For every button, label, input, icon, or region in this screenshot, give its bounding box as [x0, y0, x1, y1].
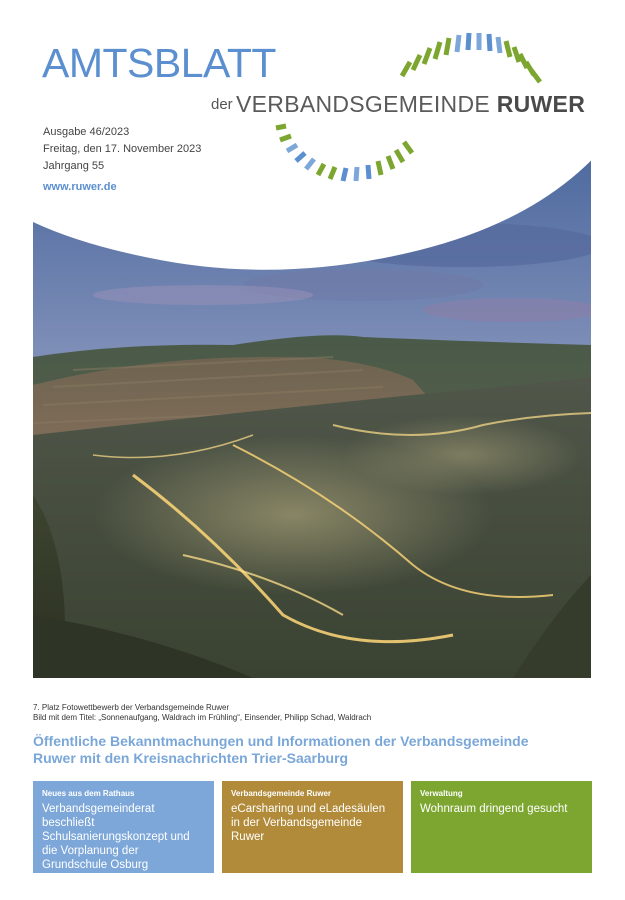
teaser-text: eCarsharing und eLadesäulen in der Verbandsgemeinde Ruwer — [231, 803, 386, 843]
issue-date: Freitag, den 17. November 2023 — [43, 143, 202, 155]
photo-caption-line1: 7. Platz Fotowettbewerb der Verbandsgemeinde Ruwer — [33, 703, 230, 712]
teaser-box-rathaus[interactable] — [33, 781, 214, 899]
photo-caption-line2: Bild mit dem Titel: „Sonnenaufgang, Waldrach im Frühling“, Einsender, Philipp Schad, Waldrach — [33, 713, 372, 722]
website-link[interactable]: www.ruwer.de — [43, 181, 117, 193]
masthead-der: der — [211, 96, 233, 113]
teaser-category: Verbandsgemeinde Ruwer — [231, 789, 332, 798]
vg-name: RUWER — [496, 91, 586, 117]
issue-number: Ausgabe 46/2023 — [43, 126, 130, 138]
masthead-title: AMTSBLATT — [42, 40, 276, 86]
teaser-category: Verwaltung — [420, 789, 463, 798]
masthead-verbandsgemeinde — [236, 91, 585, 118]
issue-volume: Jahrgang 55 — [43, 160, 105, 172]
teaser-text: Verbandsgemeinderat beschließt Schulsanierungskonzept und die Vorplanung der Grundschule Osburg Verschiebung der Haushaltsberatungen 2024 — [42, 803, 190, 899]
teaser-box-verbandsgemeinde[interactable] — [222, 781, 403, 873]
page-headline: Öffentliche Bekanntmachungen und Informationen der Verbandsgemeinde Ruwer mit den Kreisnachrichten Trier-Saarburg — [33, 733, 529, 766]
teaser-text: Wohnraum dringend gesucht — [420, 803, 568, 815]
teaser-category: Neues aus dem Rathaus — [42, 789, 135, 798]
vg-prefix: VERBANDSGEMEINDE — [236, 91, 497, 117]
teaser-box-verwaltung[interactable] — [411, 781, 592, 873]
